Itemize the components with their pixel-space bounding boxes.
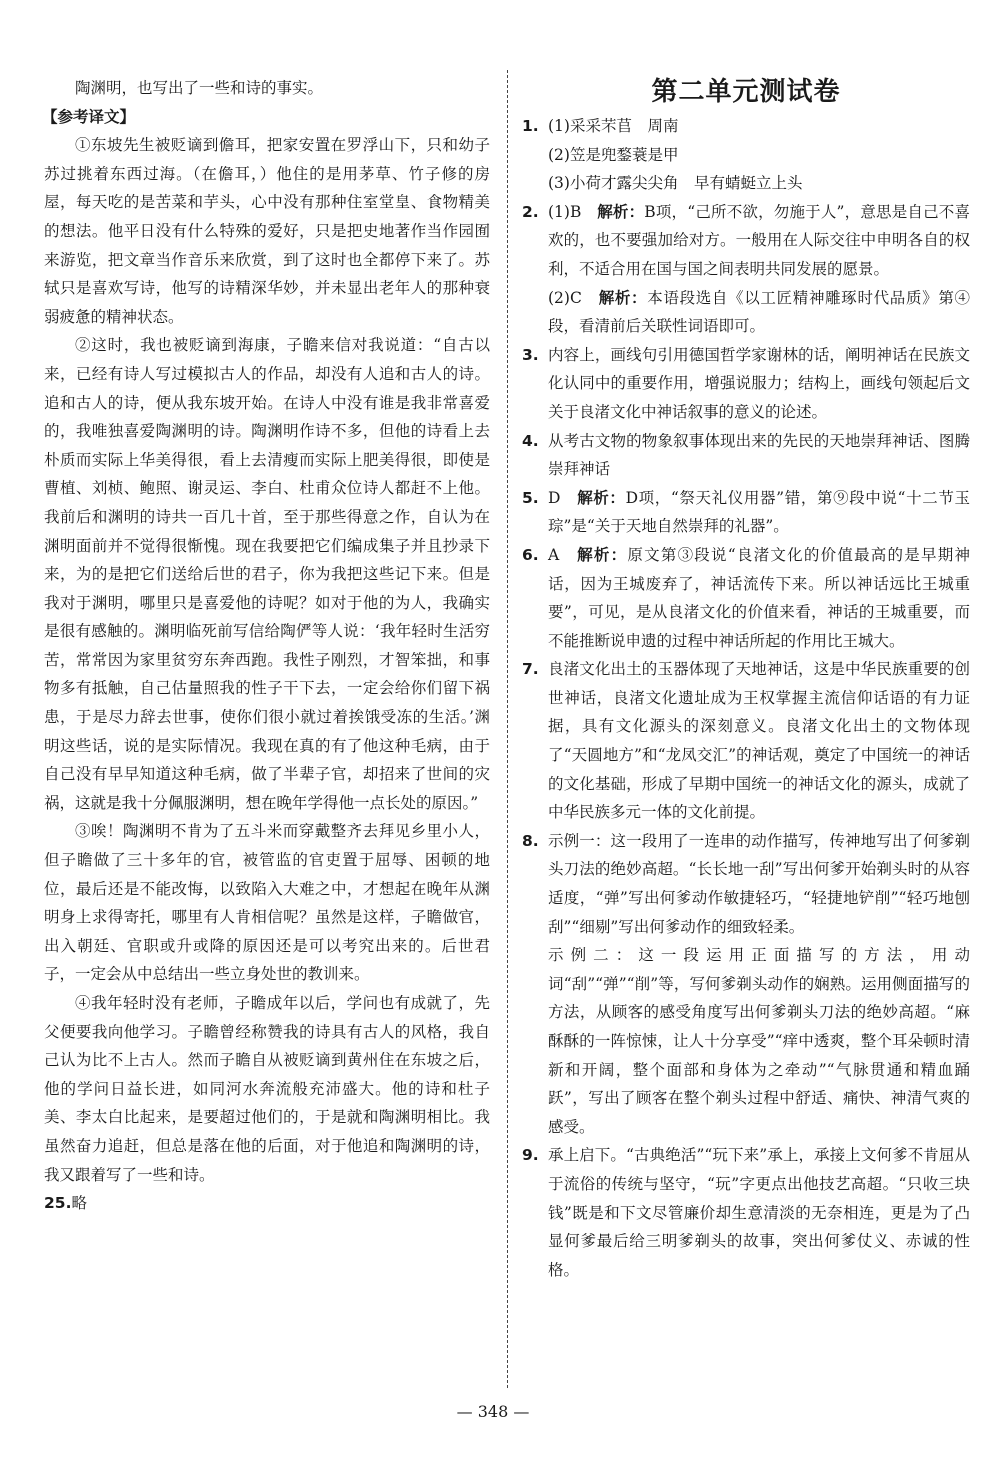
question-4-text: 从考古文物的物象叙事体现出来的先民的天地崇拜神话、图腾崇拜神话 <box>548 431 970 479</box>
question-6 <box>522 541 970 655</box>
question-1-line-3: (3)小荷才露尖尖角 早有蜻蜓立上头 <box>548 174 803 193</box>
translation-paragraph-3: ③唉！陶渊明不肯为了五斗米而穿戴整齐去拜见乡里小人，但子瞻做了三十多年的官，被管监的官吏置于屈辱、困顿的地位，最后还是不能改悔，以致陷入大难之中，才想起在晚年从渊明身上求得寄托，哪里有人肯相信呢？虽然是这样，子瞻做官，出入朝廷、官职或升或降的原因还是可以考究出来的。后世君子，一定会从中总结出一些立身处世的教训来。 <box>44 822 490 984</box>
question-8-number: 8. <box>522 831 539 850</box>
question-2-part-1-answer: (1)B <box>548 202 582 221</box>
question-8-example-2: 示例二：这一段运用正面描写的方法，用动词“刮”“弹”“削”等，写何爹剃头动作的娴熟。运用侧面描写的方法，从顾客的感受角度写出何爹剃头刀法的绝妙高超。“麻酥酥的一阵惊悚，让人十分享受”“痒中透爽，整个耳朵顿时清新和开阔，整个面部和身体为之牵动”“气脉贯通和精血踊跃”，写出了顾客在整个剃头过程中舒适、痛快、神清气爽的感受。 <box>548 946 970 1136</box>
question-6-answer: A <box>548 545 560 564</box>
section-title: 第二单元测试卷 <box>651 77 841 107</box>
question-5-text: D项，“祭天礼仪用器”错，第⑨段中说“十二节玉琮”是“关于天地自然崇拜的礼器”。 <box>548 488 970 536</box>
page-number: — 348 — <box>456 1402 530 1421</box>
question-2 <box>522 198 970 341</box>
question-2-number: 2. <box>522 202 539 221</box>
question-6-label: 解析： <box>577 545 628 564</box>
right-column <box>522 74 970 1284</box>
question-5-number: 5. <box>522 488 539 507</box>
column-divider <box>507 70 508 1388</box>
question-9 <box>522 1141 970 1284</box>
question-7-number: 7. <box>522 660 539 679</box>
translation-heading: 【参考译文】 <box>42 106 136 126</box>
question-5-answer: D <box>548 488 561 507</box>
translation-paragraph-1: ①东坡先生被贬谪到儋耳，把家安置在罗浮山下，只和幼子苏过挑着东西过海。（在儋耳，）他住的是用茅草、竹子修的房屋，每天吃的是苦菜和芋头，心中没有那种住室堂皇、食物精美的想法。他平日没有什么特殊的爱好，只是把史地著作当作园囿来游览，把文章当作音乐来欣赏，到了这时也全都停下来了。苏轼只是喜欢写诗，他写的诗精深华妙，并未显出老年人的那种衰弱疲惫的精神状态。 <box>44 136 490 326</box>
question-2-part-2-answer: (2)C <box>548 288 582 307</box>
intro-line: 陶渊明，也写出了一些和诗的事实。 <box>75 79 324 97</box>
question-2-part-1-text: B项，“己所不欲，勿施于人”，意思是自己不喜欢的，也不要强加给对方。一般用在人际交往中申明各自的权利，不适合用在国与国之间表明共同发展的愿景。 <box>548 202 970 278</box>
question-6-text: 原文第③段说“良渚文化的价值最高的是早期神话，因为王城废弃了，神话流传下来。所以神话远比王城重要”，可见，是从良渚文化的价值来看，神话的王城重要，而不能推断说申遗的过程中神话所起的作用比王城大。 <box>548 545 970 650</box>
left-column <box>44 74 490 1218</box>
question-7 <box>522 655 970 827</box>
question-5 <box>522 484 970 541</box>
question-6-number: 6. <box>522 545 539 564</box>
question-8-example-1: 示例一：这一段用了一连串的动作描写，传神地写出了何爹剃头刀法的绝妙高超。“长长地一刮”写出何爹开始剃头时的从容适度，“弹”写出何爹动作敏捷轻巧，“轻捷地铲削”“轻巧地刨刮”“细剔”写出何爹动作的细致轻柔。 <box>548 831 970 936</box>
question-2-part-2-label: 解析： <box>598 288 648 307</box>
question-1 <box>522 112 970 198</box>
question-7-text: 良渚文化出土的玉器体现了天地神话，这是中华民族重要的创世神话，良渚文化遗址成为王权掌握主流信仰话语的有力证据，具有文化源头的深刻意义。良渚文化出土的文物体现了“天圆地方”和“龙凤交汇”的神话观，奠定了中国统一的神话的文化基础，形成了早期中国统一的神话文化的源头，成就了中华民族多元一体的文化前提。 <box>548 660 970 822</box>
question-8 <box>522 827 970 1142</box>
question-5-label: 解析： <box>577 488 626 507</box>
question-4 <box>522 427 970 484</box>
question-25-number: 25. <box>44 1194 72 1213</box>
question-2-part-1 <box>548 198 970 284</box>
question-2-part-2 <box>548 284 970 341</box>
question-4-number: 4. <box>522 431 539 450</box>
question-1-line-1: (1)采采芣苢 周南 <box>548 117 679 135</box>
question-25-answer: 略 <box>71 1194 87 1213</box>
question-25 <box>44 1189 490 1218</box>
question-3-number: 3. <box>522 345 539 364</box>
question-9-text: 承上启下。“古典绝活”“玩下来”承上，承接上文何爹不肯屈从于流俗的传统与坚守，“玩”字更点出他技艺高超。“只收三块钱”既是和下文尽管廉价却生意清淡的无奈相连，更是为了凸显何爹最后给三明爹剃头的故事，突出何爹仗义、赤诚的性格。 <box>548 1146 970 1279</box>
translation-paragraph-4: ④我年轻时没有老师，子瞻成年以后，学问也有成就了，先父便要我向他学习。子瞻曾经称赞我的诗具有古人的风格，我自己认为比不上古人。然而子瞻自从被贬谪到黄州住在东坡之后，他的学问日益长进，如同河水奔流般充沛盛大。他的诗和杜子美、李太白比起来，是要超过他们的，于是就和陶渊明相比。我虽然奋力追赶，但总是落在他的后面，对于他追和陶渊明的诗，我又跟着写了一些和诗。 <box>44 994 490 1184</box>
question-3 <box>522 341 970 427</box>
question-2-part-2-text: 本语段选自《以工匠精神雕琢时代品质》第④段，看清前后关联性词语即可。 <box>548 288 970 336</box>
question-1-number: 1. <box>522 117 539 135</box>
question-2-part-1-label: 解析： <box>597 202 645 221</box>
question-3-text: 内容上，画线句引用德国哲学家谢林的话，阐明神话在民族文化认同中的重要作用，增强说服力；结构上，画线句领起后文关于良渚文化中神话叙事的意义的论述。 <box>548 345 970 421</box>
question-9-number: 9. <box>522 1146 539 1165</box>
question-1-line-2: (2)笠是兜鍪蓑是甲 <box>548 145 679 164</box>
translation-paragraph-2: ②这时，我也被贬谪到海康，子瞻来信对我说道：“自古以来，已经有诗人写过模拟古人的作品，却没有人追和古人的诗。追和古人的诗，便从我东坡开始。在诗人中没有谁是我非常喜爱的，我唯独喜爱陶渊明的诗。陶渊明作诗不多，但他的诗看上去朴质而实际上华美得很，看上去清瘦而实际上肥美得很，即使是曹植、刘桢、鲍照、谢灵运、李白、杜甫众位诗人都赶不上他。我前后和渊明的诗共一百几十首，至于那些得意之作，自认为在渊明面前并不觉得很惭愧。现在我要把它们编成集子并且抄录下来，为的是把它们送给后世的君子，你为我把这些记下来。但是我对于渊明，哪里只是喜爱他的诗呢？如对于他的为人，我确实是很有感触的。渊明临死前写信给陶俨等人说：‘我年轻时生活穷苦，常常因为家里贫穷东奔西跑。我性子刚烈，才智笨拙，和事物多有抵触，自己估量照我的性子干下去，一定会给你们留下祸患，于是尽力辞去世事，使你们很小就过着挨饿受冻的生活。’渊明这些话，说的是实际情况。我现在真的有了他这种毛病，由于自己没有早早知道这种毛病，做了半辈子官，却招来了世间的灾祸，这就是我十分佩服渊明，想在晚年学得他一点长处的原因。” <box>44 336 490 812</box>
